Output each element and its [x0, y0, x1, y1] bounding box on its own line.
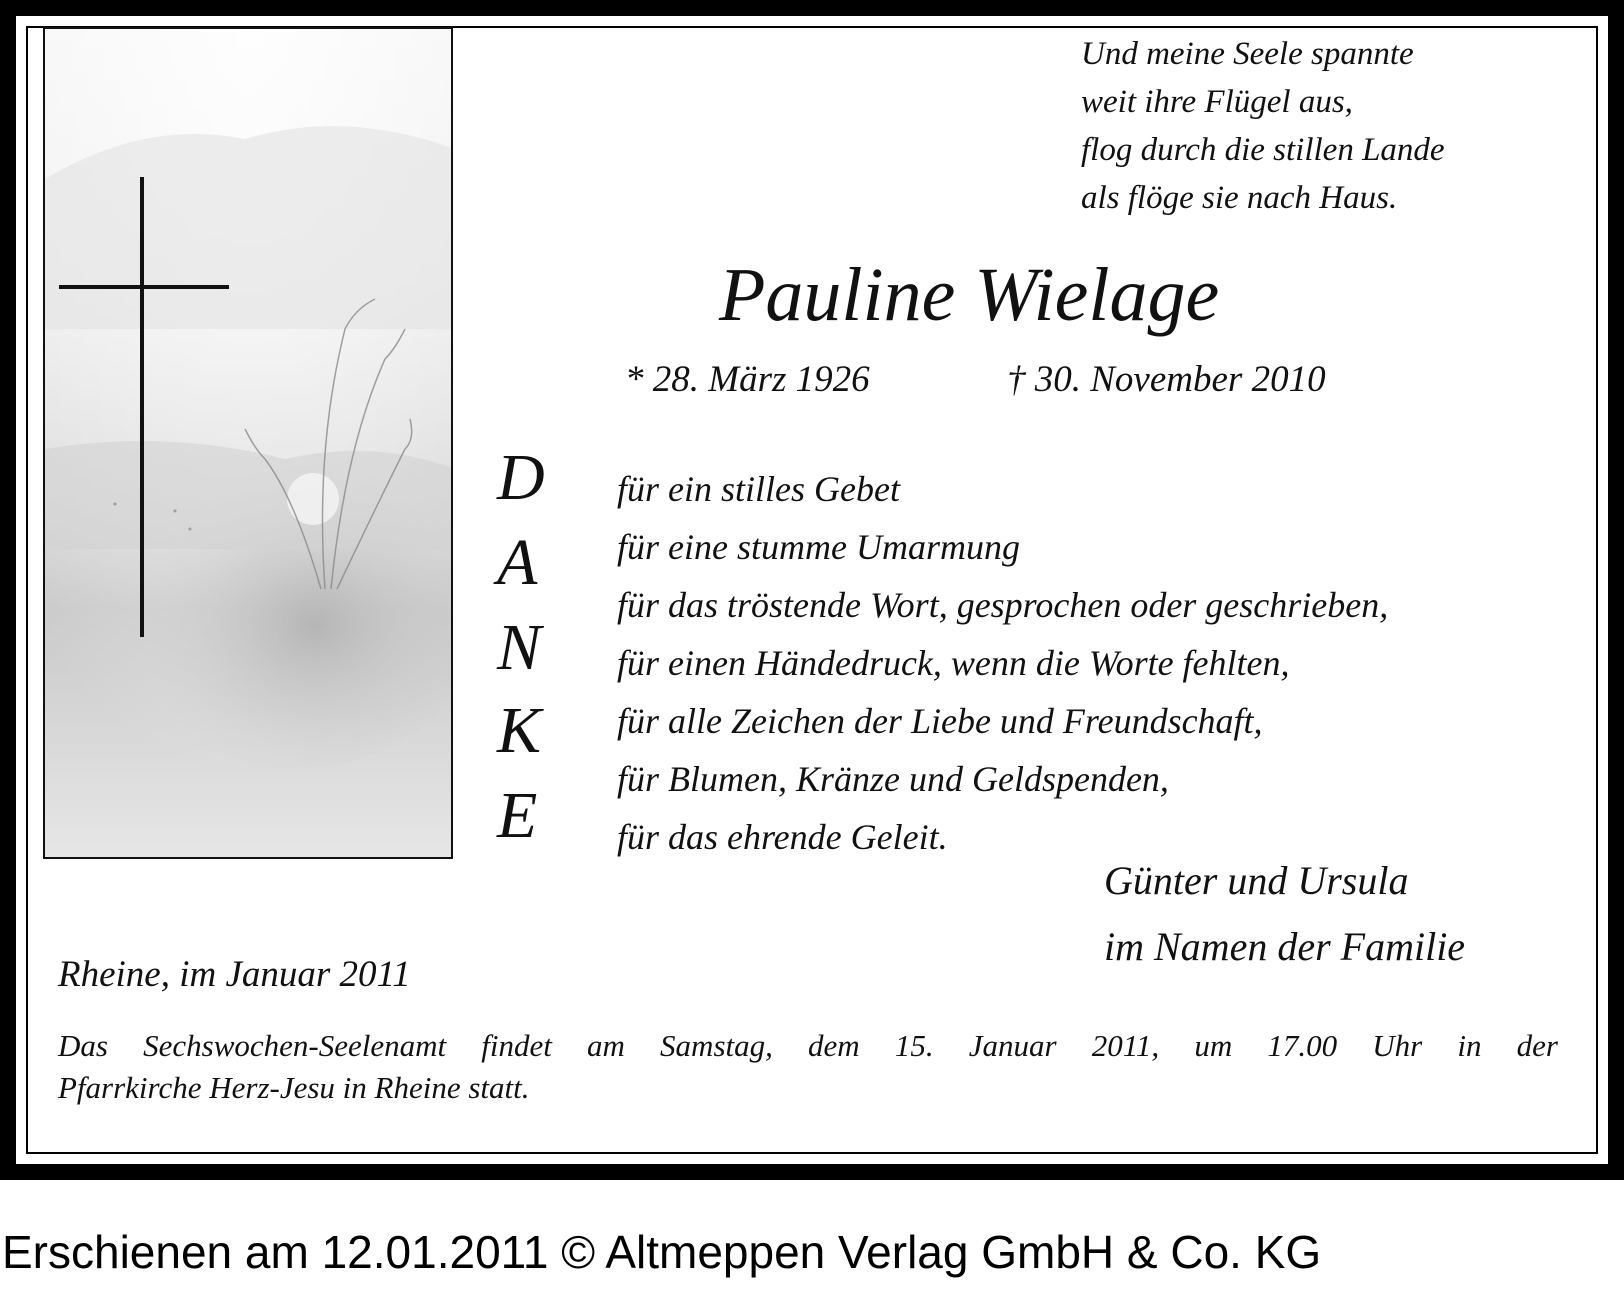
signature-family: im Namen der Familie: [1104, 924, 1466, 969]
cross-vertical-beam: [140, 177, 144, 637]
poem-line: Und meine Seele spannte: [1081, 36, 1414, 72]
thanks-line: für eine stumme Umarmung: [617, 527, 1020, 567]
place-and-date: Rheine, im Januar 2011: [58, 954, 411, 995]
danke-letter: K: [497, 694, 542, 767]
poem-line: weit ihre Flügel aus,: [1081, 84, 1353, 120]
danke-letter: A: [497, 526, 538, 599]
cross-horizontal-beam: [59, 285, 229, 289]
danke-letter: E: [497, 779, 538, 852]
thanks-line: für ein stilles Gebet: [617, 469, 900, 509]
poem-line: flog durch die stillen Lande: [1081, 132, 1445, 168]
thanks-line: für das tröstende Wort, gesprochen oder geschrieben,: [617, 585, 1389, 625]
deceased-name: Pauline Wielage: [719, 253, 1220, 337]
cross-landscape-illustration: [45, 29, 453, 859]
poem-line: als flöge sie nach Haus.: [1081, 180, 1398, 216]
death-date: † 30. November 2010: [1007, 359, 1326, 400]
signature: [1104, 848, 1465, 980]
thanks-line: für alle Zeichen der Liebe und Freundschaft,: [617, 701, 1263, 741]
danke-letter: D: [497, 441, 545, 514]
poem: [1081, 30, 1445, 222]
service-notice-line: Pfarrkirche Herz-Jesu in Rheine statt.: [58, 1070, 530, 1105]
birth-date: * 28. März 1926: [625, 359, 870, 400]
thanks-list: [617, 460, 1388, 866]
service-notice-line: Das Sechswochen-Seelenamt findet am Samstag, dem 15. Januar 2011, um 17.00 Uhr in der: [58, 1028, 1558, 1063]
thanks-line: für das ehrende Geleit.: [617, 817, 948, 857]
service-notice: [58, 1025, 1558, 1109]
memorial-image: [43, 27, 453, 859]
thanks-line: für Blumen, Kränze und Geldspenden,: [617, 759, 1169, 799]
danke-letter: N: [497, 611, 542, 684]
thanks-line: für einen Händedruck, wenn die Worte fehlten,: [617, 643, 1290, 683]
signature-names: Günter und Ursula: [1104, 858, 1409, 903]
publication-footer: Erschienen am 12.01.2011 © Altmeppen Verlag GmbH & Co. KG: [2, 1226, 1322, 1278]
